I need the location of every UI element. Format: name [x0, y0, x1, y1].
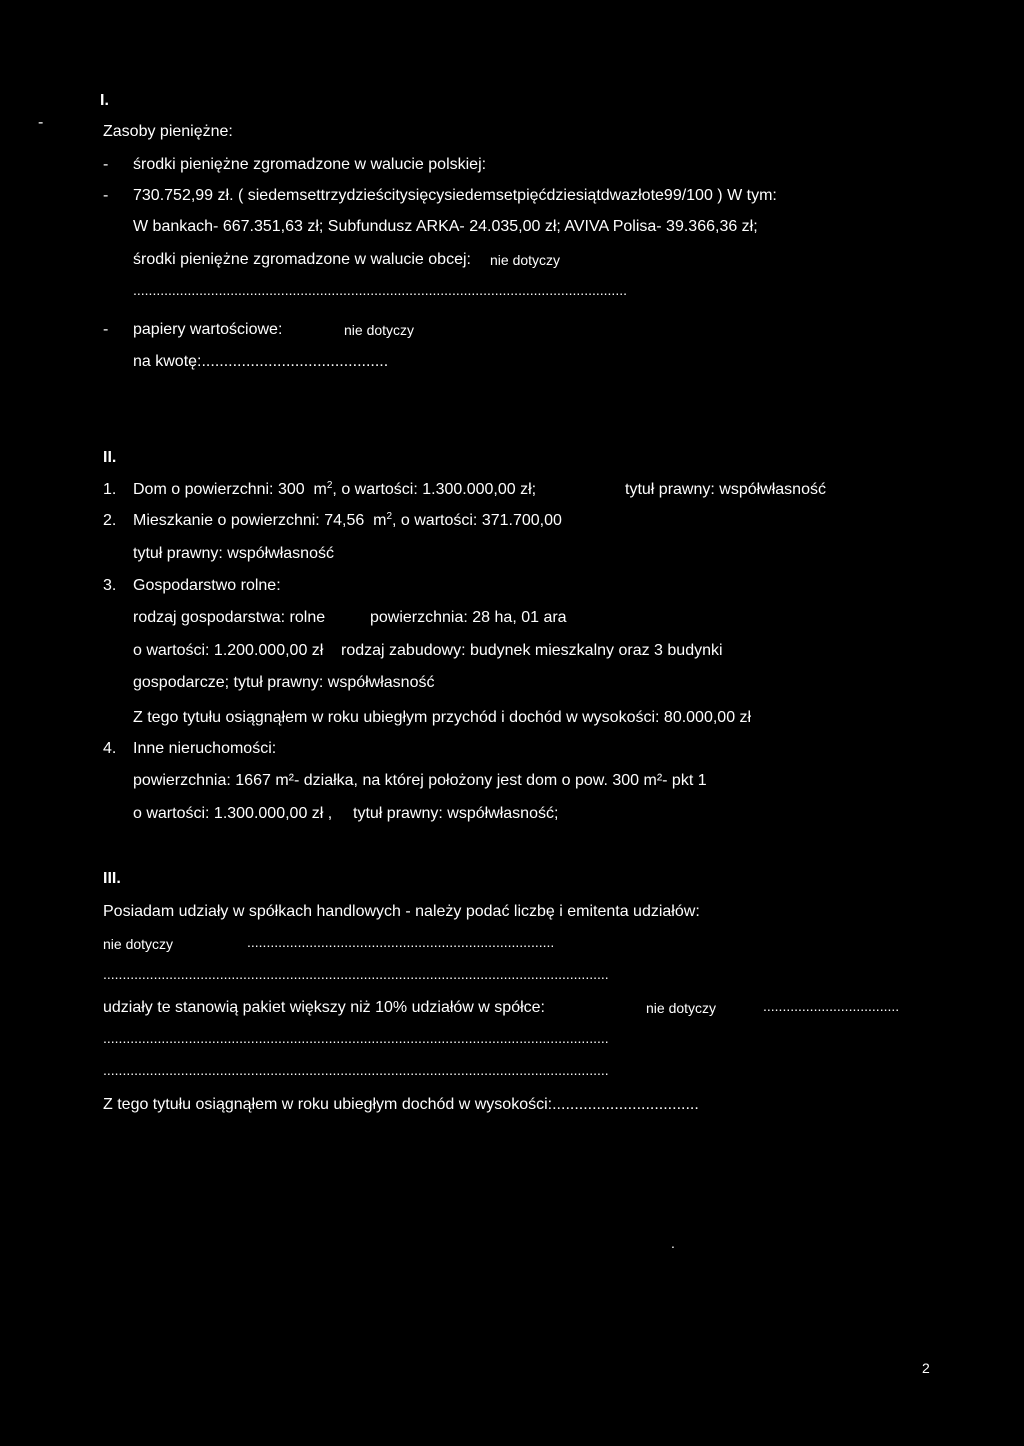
- dotted-line: ...............................................................................................................................: [133, 282, 627, 298]
- section-3-heading: III.: [103, 870, 121, 887]
- page-number: 2: [922, 1360, 930, 1376]
- other-property-legal-title: tytuł prawny: współwłasność;: [353, 805, 559, 822]
- house-description: Dom o powierzchni: 300 $m^2$, o wartości: 1.300.000,00 zł;: [133, 480, 537, 498]
- foreign-funds-value: nie dotyczy: [490, 252, 561, 268]
- apartment-legal-title: tytuł prawny: współwłasność: [133, 545, 334, 562]
- item-number: 4.: [103, 740, 117, 757]
- dotted-line: ..................................................................................................................................: [103, 1062, 609, 1078]
- dotted-line: ..................................................................................................................................: [103, 966, 609, 982]
- cash-resources-title: Zasoby pieniężne:: [103, 123, 233, 140]
- bullet-dash: -: [38, 114, 44, 131]
- item-number: 1.: [103, 481, 117, 498]
- dotted-line: ..................................................................................................................................: [103, 1030, 609, 1046]
- bullet-dash: -: [103, 321, 109, 338]
- other-property-label: Inne nieruchomości:: [133, 740, 277, 757]
- shares-value: nie dotyczy: [103, 936, 174, 952]
- section-2-heading: II.: [103, 449, 117, 466]
- apartment-description: Mieszkanie o powierzchni: 74,56 $m^2$, o wartości: 371.700,00: [133, 511, 562, 529]
- farm-value: o wartości: 1.200.000,00 zł: [133, 642, 324, 659]
- securities-amount-label: na kwotę:..........................................: [133, 353, 389, 370]
- farm-buildings-cont: gospodarcze; tytuł prawny: współwłasność: [133, 674, 435, 691]
- foreign-funds-label: środki pieniężne zgromadzone w walucie obcej:: [133, 251, 471, 268]
- farm-label: Gospodarstwo rolne:: [133, 577, 281, 594]
- house-legal-title: tytuł prawny: współwłasność: [625, 481, 826, 498]
- other-property-value: o wartości: 1.300.000,00 zł ,: [133, 805, 333, 822]
- farm-type: rodzaj gospodarstwa: rolne: [133, 609, 326, 626]
- other-property-area: powierzchnia: 1667 m²- działka, na której położony jest dom o pow. 300 m²- pkt 1: [133, 772, 707, 789]
- farm-income: Z tego tytułu osiągnąłem w roku ubiegłym przychód i dochód w wysokości: 80.000,00 zł: [133, 709, 752, 726]
- securities-label: papiery wartościowe:: [133, 321, 283, 338]
- dotted-line: ...................................: [763, 998, 900, 1014]
- securities-value: nie dotyczy: [344, 322, 415, 338]
- item-number: 2.: [103, 512, 117, 529]
- item-number: 3.: [103, 577, 117, 594]
- bullet-dash: -: [103, 187, 109, 204]
- section-1-heading: I.: [100, 92, 109, 109]
- farm-buildings: rodzaj zabudowy: budynek mieszkalny oraz 3 budynki: [341, 642, 723, 659]
- stray-mark: .: [671, 1235, 675, 1251]
- dotted-line: ...............................................................................: [247, 934, 555, 950]
- farm-area: powierzchnia: 28 ha, 01 ara: [370, 609, 567, 626]
- shares-percent-value: nie dotyczy: [646, 1000, 717, 1016]
- pln-funds-detail: W bankach- 667.351,63 zł; Subfundusz ARKA- 24.035,00 zł; AVIVA Polisa- 39.366,36 zł;: [133, 218, 758, 235]
- pln-funds-label: środki pieniężne zgromadzone w walucie polskiej:: [133, 156, 487, 173]
- pln-funds-amount: 730.752,99 zł. ( siedemsettrzydzieścitysięcysiedemsetpięćdziesiątdwazłote99/100 ) W tym:: [133, 187, 777, 204]
- bullet-dash: -: [103, 156, 109, 173]
- shares-income: Z tego tytułu osiągnąłem w roku ubiegłym dochód w wysokości:.................................: [103, 1096, 699, 1113]
- shares-label: Posiadam udziały w spółkach handlowych - należy podać liczbę i emitenta udziałów:: [103, 903, 700, 920]
- shares-percent-label: udziały te stanowią pakiet większy niż 10% udziałów w spółce:: [103, 999, 545, 1016]
